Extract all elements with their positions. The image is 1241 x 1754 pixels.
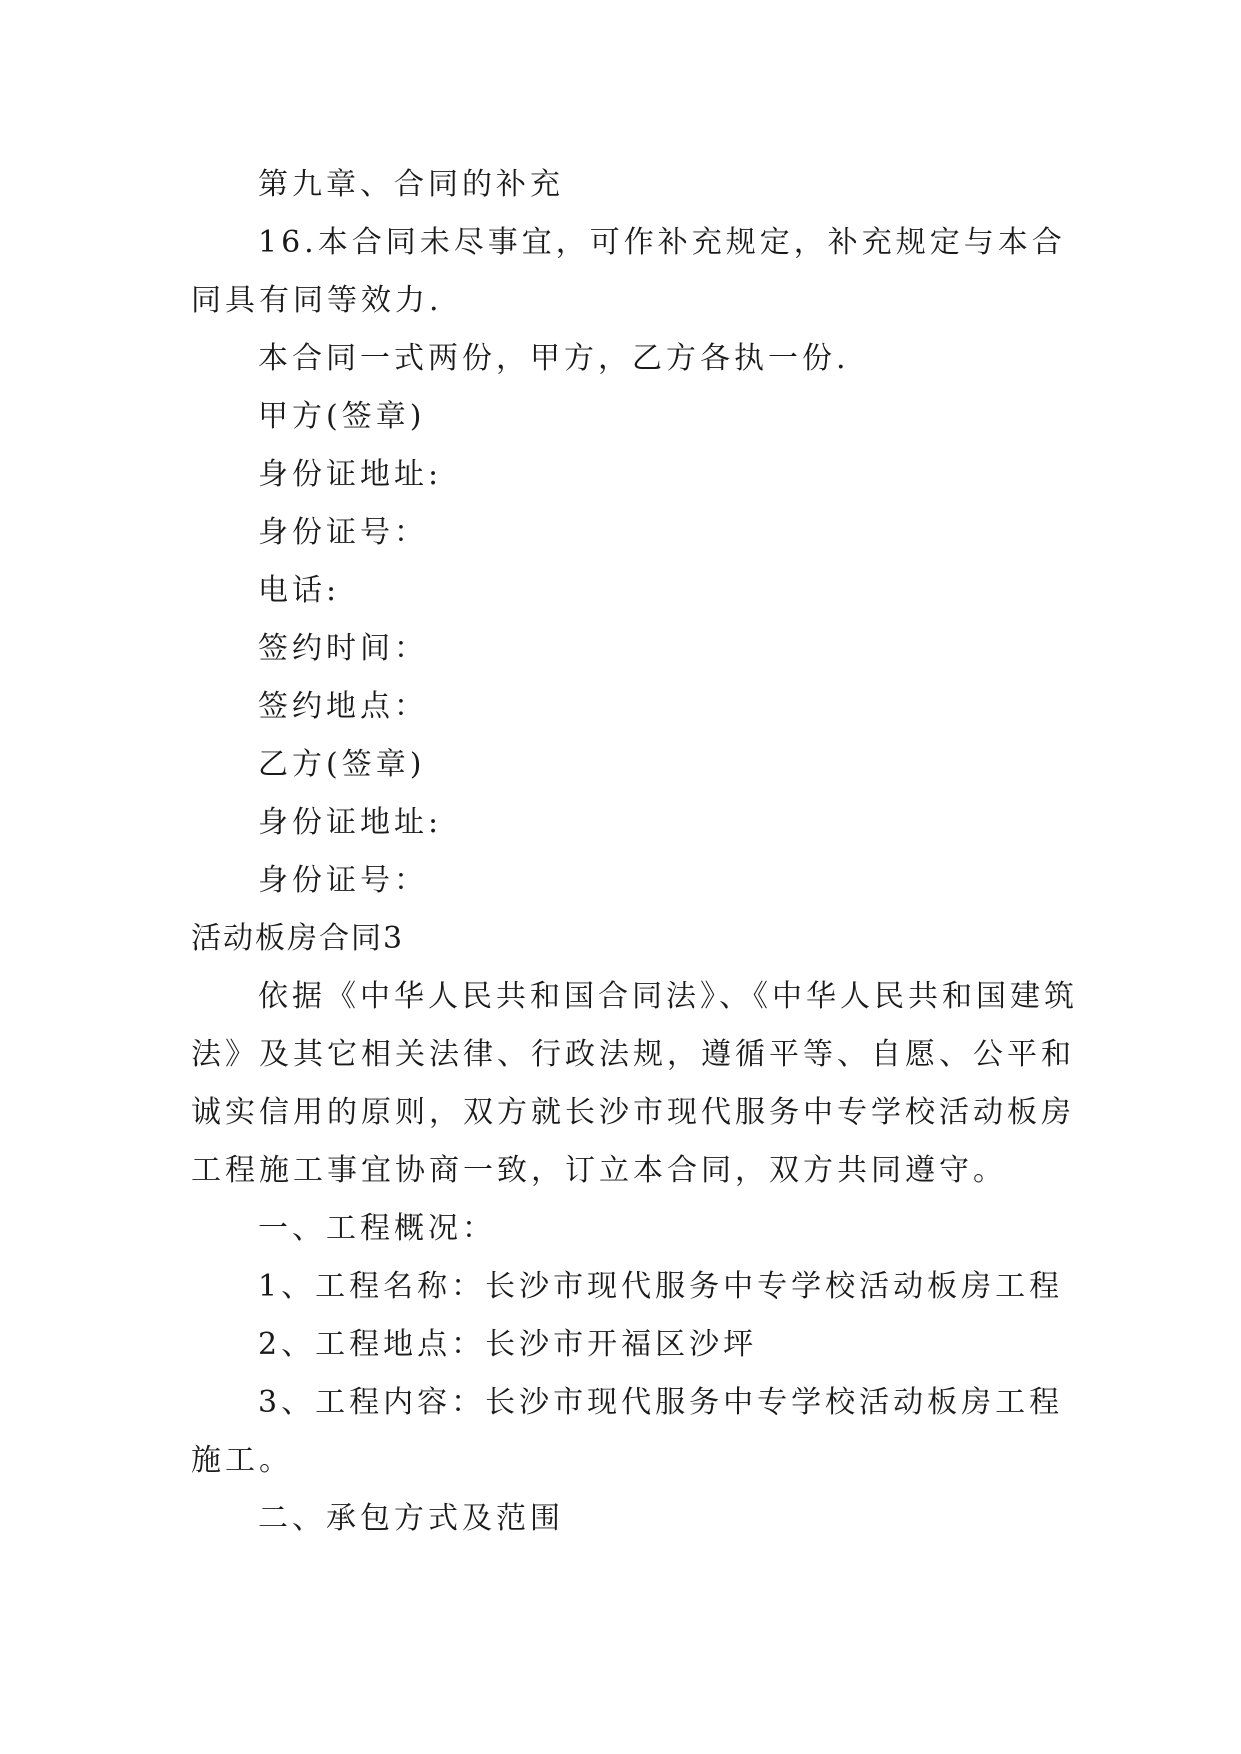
list-item: 2、工程地点：长沙市开福区沙坪: [258, 1327, 758, 1362]
paragraph-line: 本合同一式两份，甲方，乙方各执一份.: [258, 341, 850, 376]
list-item: 3、工程内容：长沙市现代服务中专学校活动板房工程: [258, 1385, 1064, 1420]
paragraph-line: 工程施工事宜协商一致，订立本合同，双方共同遵守。: [191, 1153, 1007, 1188]
paragraph-line: 法》及其它相关法律、行政法规，遵循平等、自愿、公平和: [191, 1037, 1075, 1072]
signing-place-label: 签约地点：: [258, 689, 428, 724]
section-heading: 一、工程概况：: [258, 1211, 496, 1246]
id-address-label: 身份证地址:: [258, 805, 443, 840]
list-item: 1、工程名称：长沙市现代服务中专学校活动板房工程: [258, 1269, 1064, 1304]
paragraph-line: 依据《中华人民共和国合同法》、《中华人民共和国建筑: [258, 979, 1078, 1014]
party-b-signature-label: 乙方(签章): [258, 747, 426, 782]
id-address-label: 身份证地址:: [258, 457, 443, 492]
paragraph-line: 诚实信用的原则，双方就长沙市现代服务中专学校活动板房: [191, 1095, 1075, 1130]
paragraph-line: 施工。: [191, 1443, 293, 1478]
contract-title: 活动板房合同3: [191, 921, 405, 956]
phone-label: 电话:: [258, 573, 341, 608]
party-a-signature-label: 甲方(签章): [258, 399, 426, 434]
paragraph-line: 同具有同等效力.: [191, 283, 443, 318]
section-heading: 二、承包方式及范围: [258, 1501, 564, 1536]
id-number-label: 身份证号：: [258, 863, 428, 898]
paragraph-line: 16.本合同未尽事宜，可作补充规定，补充规定与本合: [258, 225, 1066, 260]
id-number-label: 身份证号：: [258, 515, 428, 550]
signing-time-label: 签约时间：: [258, 631, 428, 666]
chapter-heading: 第九章、合同的补充: [258, 167, 564, 202]
